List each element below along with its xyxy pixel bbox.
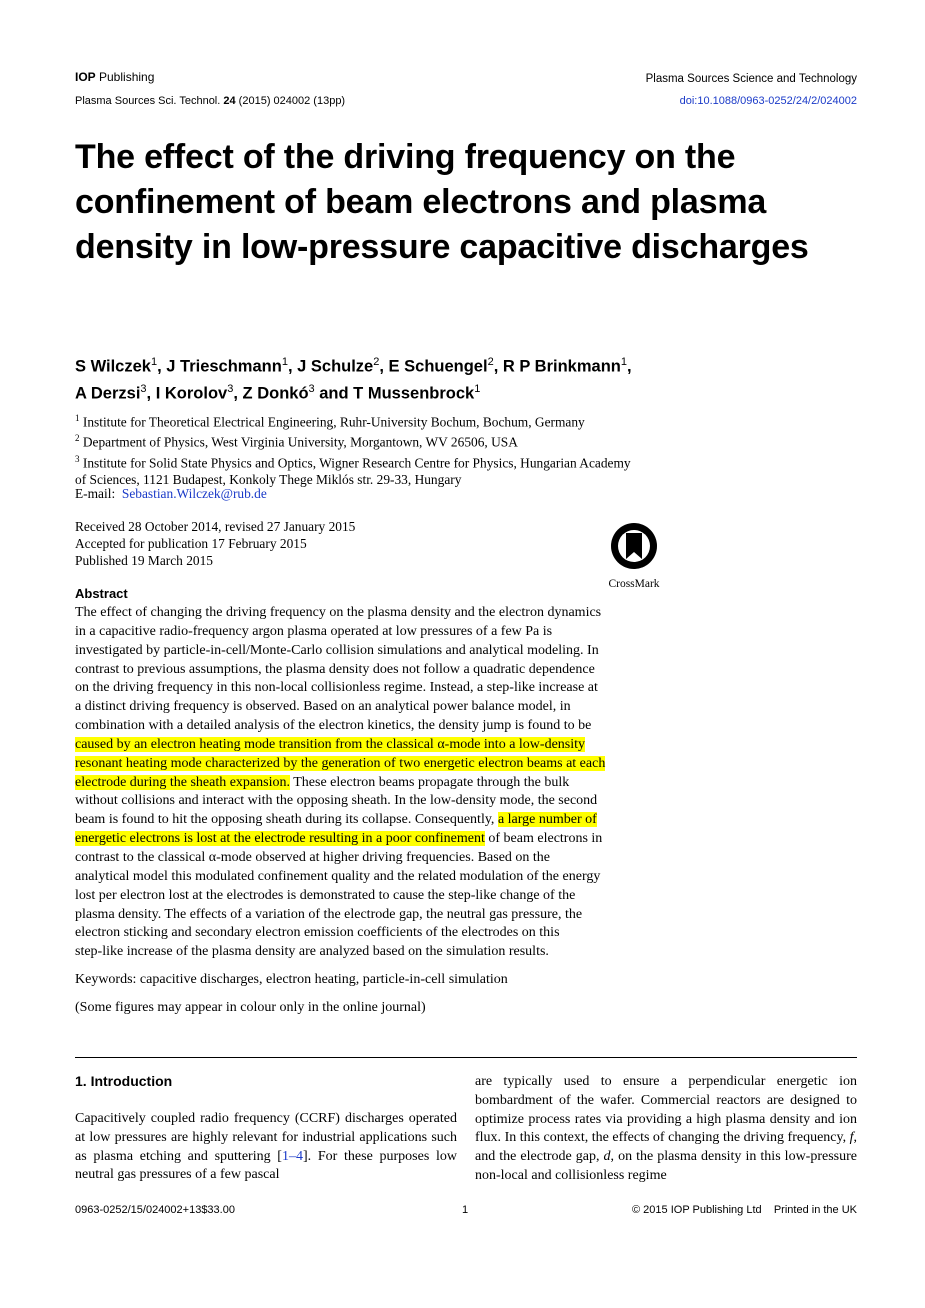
abstract-text: The effect of changing the driving frequency on the plasma density and the electron dynamics bbox=[75, 605, 602, 620]
abstract-line bbox=[75, 868, 663, 887]
keywords: Keywords: capacitive discharges, electron heating, particle-in-cell simulation bbox=[75, 972, 508, 987]
page-number: 1 bbox=[462, 1204, 469, 1216]
citation-post: (2015) 024002 (13pp) bbox=[235, 95, 346, 107]
citation-pre: Plasma Sources Sci. Technol. bbox=[75, 95, 224, 107]
author-affiliation-mark: 1 bbox=[150, 356, 158, 368]
affiliation-3-continued: of Sciences, 1121 Budapest, Konkoly Thege Miklós str. 29-33, Hungary bbox=[75, 472, 462, 488]
abstract-line bbox=[75, 849, 663, 868]
author-separator: , bbox=[379, 357, 389, 376]
abstract-text: contrast to previous assumptions, the plasma density does not follow a quadratic dependence bbox=[75, 661, 595, 677]
crossmark-badge[interactable] bbox=[604, 521, 664, 590]
paper-title: The effect of the driving frequency on the confinement of beam electrons and plasma density in low-pressure capacitive discharges bbox=[75, 138, 809, 266]
abstract-line bbox=[75, 717, 663, 736]
author-name: A Derzsi bbox=[75, 384, 141, 402]
author-affiliation-mark: 1 bbox=[474, 382, 481, 395]
highlighted-text: a large number of bbox=[497, 812, 597, 828]
author-name: Z Donkó bbox=[242, 384, 309, 402]
abstract-text: These electron beams propagate through the bulk bbox=[289, 774, 570, 790]
received-date: Received 28 October 2014, revised 27 January 2015 bbox=[75, 519, 356, 534]
author-name: J Schulze bbox=[297, 357, 374, 376]
abstract-body bbox=[75, 604, 663, 962]
abstract-line bbox=[75, 661, 663, 680]
accepted-date: Accepted for publication 17 February 2015 bbox=[75, 536, 307, 551]
author-separator: , bbox=[626, 357, 632, 376]
published-date: Published 19 March 2015 bbox=[75, 553, 213, 568]
highlighted-text: electrode during the sheath expansion. bbox=[75, 774, 290, 790]
abstract-line bbox=[75, 943, 663, 962]
email-link[interactable]: Sebastian.Wilczek@rub.de bbox=[121, 486, 267, 501]
abstract-text: in a capacitive radio-frequency argon plasma operated at low pressures of a few Pa is bbox=[75, 623, 553, 639]
intro-column-left bbox=[75, 1110, 457, 1185]
abstract-text: a distinct driving frequency is observed. Based on an analytical power balance model, in bbox=[75, 699, 571, 715]
variable-f: f bbox=[849, 1130, 854, 1146]
author-separator: , bbox=[157, 357, 167, 376]
citation-volume: 24 bbox=[223, 95, 236, 107]
author-affiliation-mark: 3 bbox=[308, 382, 315, 395]
abstract-line bbox=[75, 623, 663, 642]
doi-link[interactable]: doi:10.1088/0963-0252/24/2/024002 bbox=[679, 95, 857, 107]
author-name: S Wilczek bbox=[75, 357, 151, 376]
footer-copyright: © 2015 IOP Publishing Ltd Printed in the UK bbox=[632, 1204, 857, 1216]
author-line-2 bbox=[75, 378, 855, 405]
author-affiliation-mark: 1 bbox=[620, 356, 627, 368]
affiliation-number: 3 bbox=[75, 453, 80, 464]
author-affiliation-mark: 1 bbox=[281, 356, 288, 368]
abstract-line bbox=[75, 887, 663, 906]
intro-text: , on the plasma density in this low-pressure non-local and collisionless regime bbox=[475, 1149, 857, 1183]
abstract-text: lost per electron lost at the electrodes is demonstrated to cause the step-like change of the bbox=[75, 887, 576, 903]
intro-column-right bbox=[475, 1073, 857, 1186]
author-separator: , bbox=[146, 384, 156, 402]
abstract-line bbox=[75, 755, 663, 774]
publication-dates bbox=[75, 518, 355, 569]
variable-d: d bbox=[603, 1149, 611, 1165]
crossmark-label: CrossMark bbox=[608, 578, 660, 590]
affiliation-1 bbox=[75, 410, 675, 430]
section-heading-introduction: 1. Introduction bbox=[75, 1073, 173, 1089]
author-name: T Mussenbrock bbox=[353, 384, 475, 402]
affiliation-number: 1 bbox=[75, 413, 80, 423]
abstract-line bbox=[75, 792, 663, 811]
abstract-line bbox=[75, 774, 663, 793]
crossmark-icon bbox=[609, 521, 659, 571]
abstract-text: on the driving frequency in this non-local collisionless regime. Instead, a step-like increase at bbox=[75, 680, 598, 696]
affiliation-text: Institute for Theoretical Electrical Engineering, Ruhr-University Bochum, Bochum, Germany bbox=[82, 414, 585, 430]
journal-name: Plasma Sources Science and Technology bbox=[645, 73, 857, 85]
author-affiliation-mark: 3 bbox=[140, 382, 147, 395]
author-list bbox=[75, 351, 855, 404]
section-divider bbox=[75, 1057, 857, 1058]
colour-note: (Some figures may appear in colour only in the online journal) bbox=[75, 1000, 426, 1015]
abstract-text: electron sticking and secondary electron emission coefficients of the electrodes on this bbox=[75, 925, 560, 941]
author-separator: , bbox=[233, 384, 243, 402]
abstract-line bbox=[75, 736, 663, 755]
author-line-1 bbox=[75, 351, 855, 378]
author-affiliation-mark: 3 bbox=[227, 382, 234, 395]
email-line bbox=[75, 486, 267, 502]
intro-text: are typically used to ensure a perpendicular energetic ion bombardment of the wafer. Commercial reactors are designed to optimize process rates via providing a high plasma density and ion flux. In this context, the effects of changing the driving frequency, bbox=[475, 1074, 857, 1146]
highlighted-text: energetic electrons is lost at the electrode resulting in a poor confinement bbox=[75, 831, 485, 847]
publisher-logo bbox=[75, 70, 154, 84]
abstract-text: analytical model this modulated confinement quality and the related modulation of the energy bbox=[75, 868, 601, 884]
author-affiliation-mark: 2 bbox=[373, 356, 380, 368]
affiliation-text: Department of Physics, West Virginia University, Morgantown, WV 26506, USA bbox=[82, 434, 518, 450]
affiliation-number: 2 bbox=[75, 433, 80, 444]
abstract-line bbox=[75, 830, 663, 849]
author-name: J Trieschmann bbox=[166, 357, 282, 376]
abstract-text: contrast to the classical α-mode observed at higher driving frequencies. Based on the bbox=[75, 849, 551, 865]
intro-text: , and the electrode gap, bbox=[475, 1130, 857, 1165]
author-affiliation-mark: 2 bbox=[487, 356, 494, 368]
author-separator: , bbox=[287, 357, 298, 376]
abstract-line bbox=[75, 679, 663, 698]
footer-issn: 0963-0252/15/024002+13$33.00 bbox=[75, 1204, 235, 1216]
affiliation-3 bbox=[75, 451, 675, 471]
abstract-text: without collisions and interact with the opposing sheath. In the low-density mode, the second bbox=[75, 793, 598, 809]
publisher-bold: IOP bbox=[75, 70, 96, 84]
affiliation-2 bbox=[75, 430, 675, 450]
abstract-line bbox=[75, 698, 663, 717]
highlighted-text: caused by an electron heating mode transition from the classical α-mode into a low-density bbox=[75, 736, 586, 752]
abstract-line bbox=[75, 642, 663, 661]
abstract-heading: Abstract bbox=[75, 586, 128, 601]
citation-link[interactable]: 1–4 bbox=[281, 1148, 303, 1164]
intro-text: ]. For these purposes low neutral gas pressures of a few pascal bbox=[75, 1148, 457, 1183]
abstract-line bbox=[75, 924, 663, 943]
abstract-text: step-like increase of the plasma density are analyzed based on the simulation results. bbox=[75, 944, 549, 960]
abstract-text: plasma density. The effects of a variation of the electrode gap, the neutral gas pressure, the bbox=[75, 906, 583, 922]
affiliations bbox=[75, 410, 675, 488]
abstract-text: investigated by particle-in-cell/Monte-Carlo collision simulations and analytical modeling. In bbox=[75, 642, 599, 658]
abstract-line bbox=[75, 604, 663, 623]
abstract-text: beam is found to hit the opposing sheath during its collapse. Consequently, bbox=[75, 812, 498, 828]
author-name: I Korolov bbox=[155, 384, 228, 402]
abstract-line bbox=[75, 811, 663, 830]
publisher-rest: Publishing bbox=[95, 70, 155, 84]
author-separator: and bbox=[314, 384, 354, 402]
abstract-text: combination with a detailed analysis of the electron kinetics, the density jump is found to be bbox=[75, 718, 592, 734]
author-separator: , bbox=[493, 357, 503, 376]
affiliation-text: Institute for Solid State Physics and Optics, Wigner Research Centre for Physics, Hungarian Academy bbox=[82, 455, 631, 471]
intro-text: Capacitively coupled radio frequency (CCRF) discharges operated at low pressures are highly relevant for industrial applications such as plasma etching and sputtering [ bbox=[75, 1111, 457, 1164]
abstract-text: of beam electrons in bbox=[484, 831, 603, 847]
abstract-line bbox=[75, 906, 663, 925]
highlighted-text: resonant heating mode characterized by the generation of two energetic electron beams at each bbox=[75, 755, 606, 771]
author-name: R P Brinkmann bbox=[502, 357, 621, 376]
email-label: E-mail: bbox=[75, 486, 116, 501]
author-name: E Schuengel bbox=[388, 357, 488, 376]
citation bbox=[75, 95, 345, 107]
